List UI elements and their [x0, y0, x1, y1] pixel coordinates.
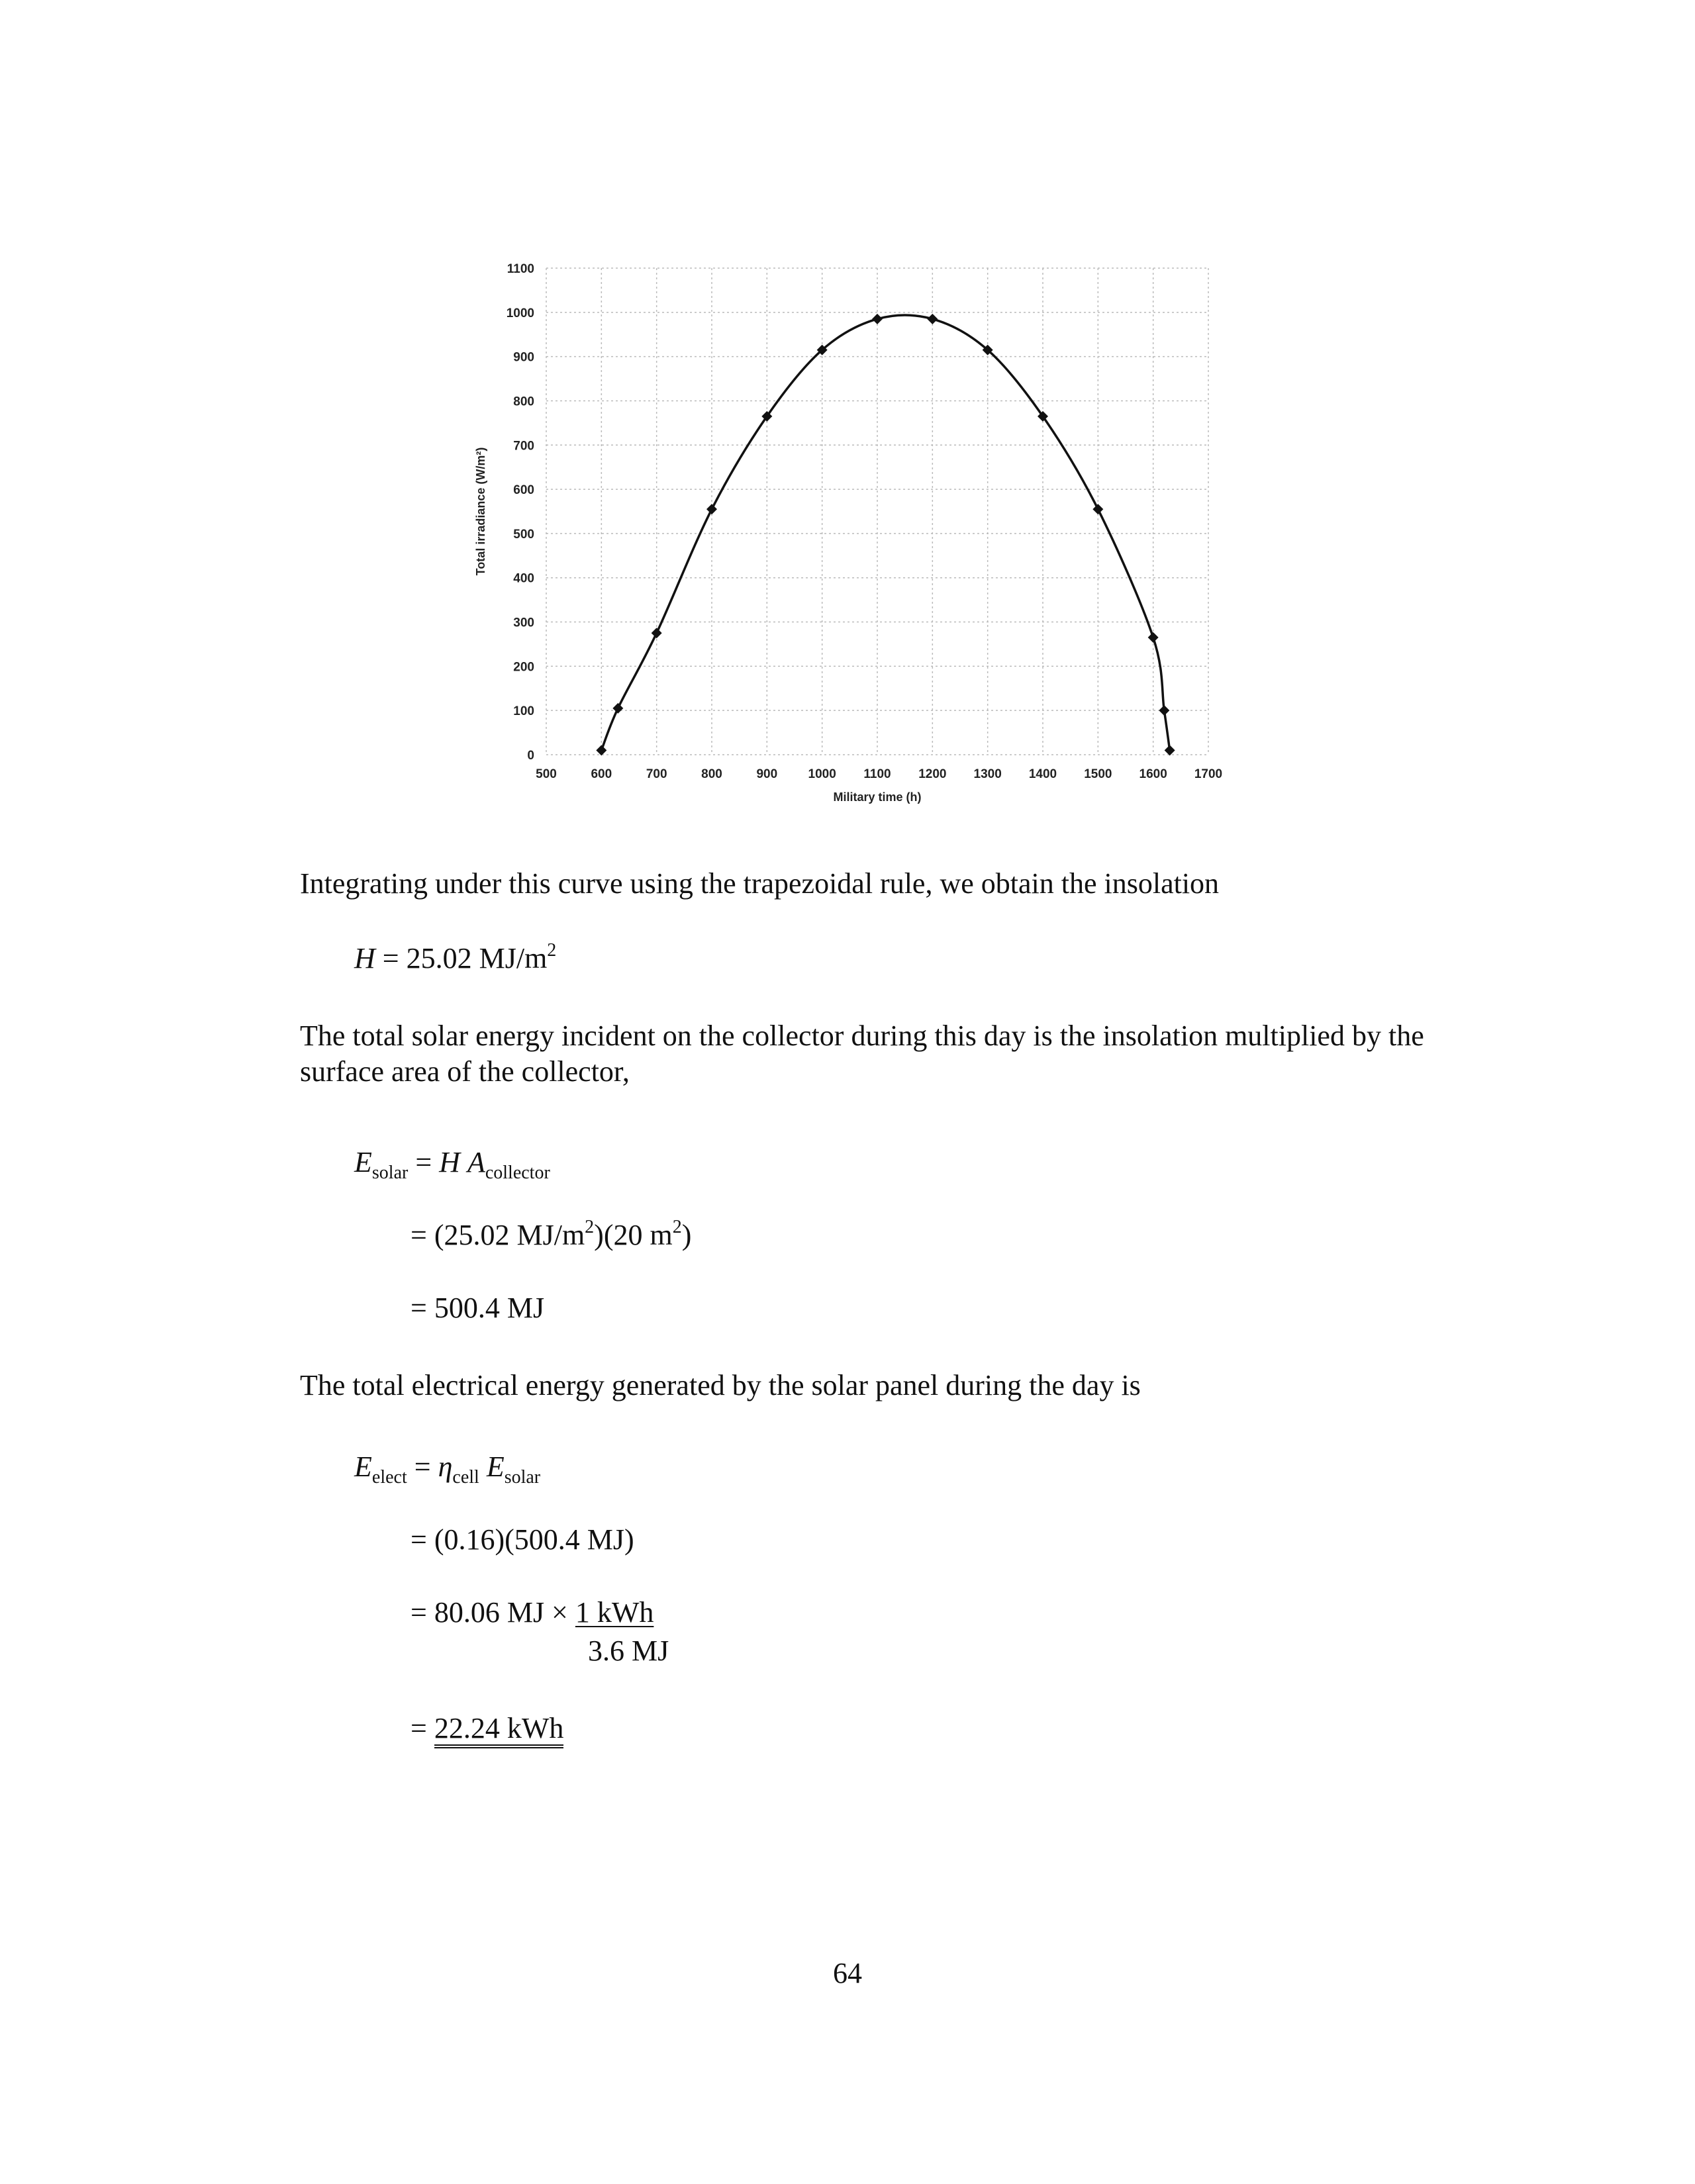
- data-point: [1165, 745, 1175, 755]
- y-tick-label: 500: [513, 527, 534, 542]
- sub-collector: collector: [485, 1163, 550, 1183]
- data-point: [706, 504, 717, 514]
- y-tick-label: 1000: [506, 306, 534, 320]
- sub-solar: solar: [371, 1163, 409, 1183]
- data-point: [652, 628, 662, 638]
- eq5-equals: =: [414, 1450, 438, 1483]
- eq7-numerator: 1 kWh: [575, 1596, 654, 1629]
- equation-insolation: [354, 941, 556, 975]
- eq1-rhs: = 25.02 MJ/m: [382, 942, 548, 974]
- x-tick-label: 1700: [1194, 767, 1223, 781]
- var-a: A: [467, 1146, 485, 1178]
- x-tick-label: 700: [646, 767, 667, 781]
- y-tick-label: 0: [527, 749, 534, 763]
- irradiance-chart: [450, 245, 1245, 841]
- var-eta: η: [438, 1450, 453, 1483]
- equation-final-answer: [411, 1711, 563, 1748]
- eq7-part-a: = 80.06 MJ ×: [411, 1596, 575, 1629]
- final-answer: 22.24 kWh: [434, 1714, 564, 1748]
- data-point: [1159, 705, 1169, 716]
- x-tick-label: 1400: [1028, 767, 1057, 781]
- eq3-part-c: ): [681, 1219, 692, 1251]
- paragraph-electrical-energy: The total electrical energy generated by the solar panel during the day is: [300, 1369, 1141, 1401]
- data-point: [596, 745, 606, 755]
- x-tick-label: 1100: [863, 767, 891, 781]
- y-axis-title: Total irradiance (W/m²): [474, 447, 487, 576]
- eq2-equals: =: [415, 1146, 440, 1178]
- paragraph-insolation: Integrating under this curve using the trapezoidal rule, we obtain the insolation: [300, 867, 1220, 900]
- var-e-solar: E: [486, 1450, 505, 1483]
- data-point: [1148, 632, 1159, 643]
- paragraph-total-energy: The total solar energy incident on the collector during this day is the insolation multiplied by the surface area of the collector,: [300, 1020, 1424, 1088]
- eq1-sup: 2: [547, 940, 557, 961]
- var-h: H: [354, 942, 375, 974]
- data-point: [872, 314, 883, 324]
- var-e-elect: E: [354, 1450, 372, 1483]
- eq8-equals: =: [411, 1712, 434, 1744]
- eq3-sup2: 2: [672, 1217, 682, 1237]
- data-point: [927, 314, 938, 324]
- eq3-part-b: )(20 m: [594, 1219, 673, 1251]
- x-tick-label: 1000: [808, 767, 836, 781]
- y-tick-label: 200: [513, 660, 534, 675]
- page-number: 64: [833, 1957, 862, 1989]
- y-tick-label: 900: [513, 350, 534, 365]
- x-tick-label: 800: [701, 767, 722, 781]
- equation-conversion: [411, 1595, 654, 1629]
- x-tick-label: 500: [536, 767, 557, 781]
- x-tick-label: 600: [591, 767, 612, 781]
- equation-e-solar-result: = 500.4 MJ: [411, 1292, 545, 1324]
- y-tick-label: 300: [513, 616, 534, 630]
- y-tick-label: 700: [513, 439, 534, 453]
- equation-conversion-denominator: 3.6 MJ: [588, 1635, 669, 1667]
- equation-e-elect-values: = (0.16)(500.4 MJ): [411, 1523, 634, 1556]
- var-h2: H: [439, 1146, 460, 1178]
- sub-cell: cell: [452, 1467, 479, 1488]
- equation-e-solar-values: [411, 1218, 691, 1252]
- x-tick-label: 1500: [1084, 767, 1112, 781]
- eq3-part-a: = (25.02 MJ/m: [411, 1219, 585, 1251]
- y-tick-label: 100: [513, 704, 534, 719]
- x-axis-title: Military time (h): [833, 790, 922, 804]
- y-tick-label: 1100: [507, 262, 534, 276]
- sub-elect: elect: [371, 1467, 407, 1488]
- data-point: [612, 703, 623, 714]
- equation-e-solar: [354, 1145, 550, 1183]
- var-e: E: [354, 1146, 372, 1178]
- chart-svg: [450, 245, 1245, 841]
- x-tick-label: 900: [756, 767, 778, 781]
- data-point: [1092, 504, 1103, 514]
- y-tick-label: 400: [513, 571, 534, 586]
- x-tick-label: 1200: [918, 767, 947, 781]
- x-tick-label: 1600: [1139, 767, 1167, 781]
- eq3-sup1: 2: [585, 1217, 595, 1237]
- sub-solar-2: solar: [504, 1467, 541, 1488]
- y-tick-label: 600: [513, 483, 534, 498]
- series-line: [601, 315, 1169, 750]
- x-tick-label: 1300: [973, 767, 1002, 781]
- equation-e-elect: [354, 1450, 541, 1488]
- y-tick-label: 800: [513, 395, 534, 409]
